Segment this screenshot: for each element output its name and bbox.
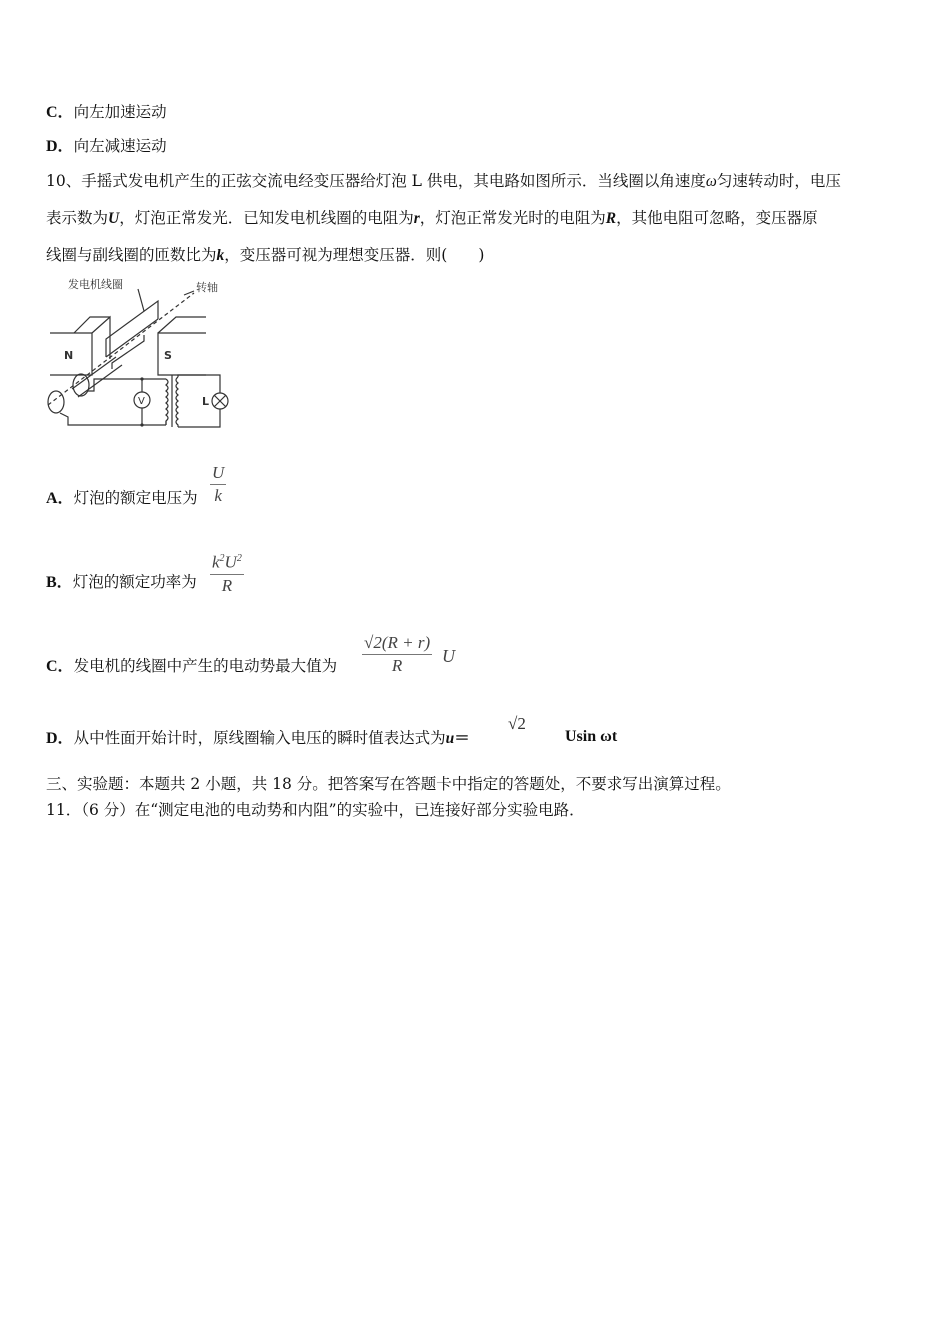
- numerator: [210, 548, 244, 575]
- formula-d-rhs: Usin ωt: [565, 728, 618, 745]
- question-11: 11．（6 分）在“测定电池的电动势和内阻”的实验中，已连接好部分实验电路．: [46, 801, 585, 819]
- option-c: [46, 656, 337, 677]
- question-10-line-3: [46, 245, 484, 266]
- var-r: r: [413, 210, 420, 227]
- var-R: R: [605, 210, 617, 227]
- stem-text: ，灯泡正常发光．已知发电机线圈的电阻为: [119, 209, 414, 227]
- section-3-header: 三、实验题：本题共 2 小题，共 18 分。把答案写在答题卡中指定的答题处，不要求写出演算过程。: [46, 775, 731, 793]
- lamp-label: L: [202, 395, 210, 408]
- option-text: 向左加速运动: [73, 103, 167, 121]
- coil-label: 发电机线圈: [68, 278, 123, 291]
- stem-text: ，变压器可视为理想变压器．则( ): [224, 246, 485, 264]
- stem-text: 表示数为: [46, 209, 109, 227]
- option-text: 向左减速运动: [73, 137, 167, 155]
- formula-a-fraction: [210, 462, 226, 507]
- denominator: R: [391, 656, 403, 675]
- option-letter: C．: [46, 104, 74, 121]
- stem-text: ，其他电阻可忽略，变压器原: [616, 209, 818, 227]
- option-text: 从中性面开始计时，原线圈输入电压的瞬时值表达式为: [73, 729, 446, 747]
- option-letter: A．: [46, 490, 74, 507]
- axis-label: 转轴: [196, 281, 218, 294]
- omega-symbol: ω: [705, 173, 717, 190]
- numerator: √2(R + r): [362, 632, 432, 655]
- option-letter: D．: [46, 730, 74, 747]
- option-text: 灯泡的额定电压为: [73, 489, 198, 507]
- option-letter: B．: [46, 574, 73, 591]
- question-number: 10、: [46, 172, 82, 190]
- stem-text: 匀速转动时，电压: [716, 172, 841, 190]
- voltmeter-label: V: [138, 396, 145, 407]
- stem-text: ，灯泡正常发光时的电阻为: [419, 209, 606, 227]
- stem-text: 线圈与副线圈的匝数比为: [46, 246, 217, 264]
- k-base: k: [212, 552, 220, 572]
- question-10-line-1: [46, 171, 841, 192]
- denominator: R: [221, 575, 233, 595]
- var-k: k: [216, 247, 225, 264]
- formula-c-fraction: [362, 632, 432, 677]
- u-exponent: 2: [236, 553, 242, 564]
- question-10-line-2: [46, 208, 818, 229]
- option-c-prev: [46, 102, 167, 123]
- denominator: k: [214, 486, 222, 505]
- formula-c-trailing-u: U: [442, 646, 455, 666]
- var-U: U: [108, 210, 120, 227]
- numerator: U: [210, 462, 226, 485]
- option-text: 灯泡的额定功率为: [72, 573, 197, 591]
- option-a: [46, 488, 198, 509]
- u-base: U: [224, 552, 237, 572]
- stem-text: 手摇式发电机产生的正弦交流电经变压器给灯泡 L 供电，其电路如图所示．当线圈以角速度: [81, 172, 706, 190]
- k-exponent: 2: [219, 553, 225, 564]
- option-letter: C．: [46, 658, 74, 675]
- formula-equals: ＝: [454, 728, 470, 747]
- formula-d-sqrt: √2: [508, 714, 526, 733]
- option-letter: D．: [46, 138, 74, 155]
- magnet-s-label: S: [164, 349, 172, 362]
- option-b: [46, 572, 197, 593]
- option-d-prev: [46, 136, 167, 157]
- option-d: [46, 728, 470, 749]
- magnet-n-label: N: [64, 349, 74, 362]
- formula-lhs: u: [445, 730, 455, 747]
- option-text: 发电机的线圈中产生的电动势最大值为: [73, 657, 338, 675]
- formula-b-fraction: [210, 548, 244, 597]
- generator-circuit-diagram: [44, 275, 234, 435]
